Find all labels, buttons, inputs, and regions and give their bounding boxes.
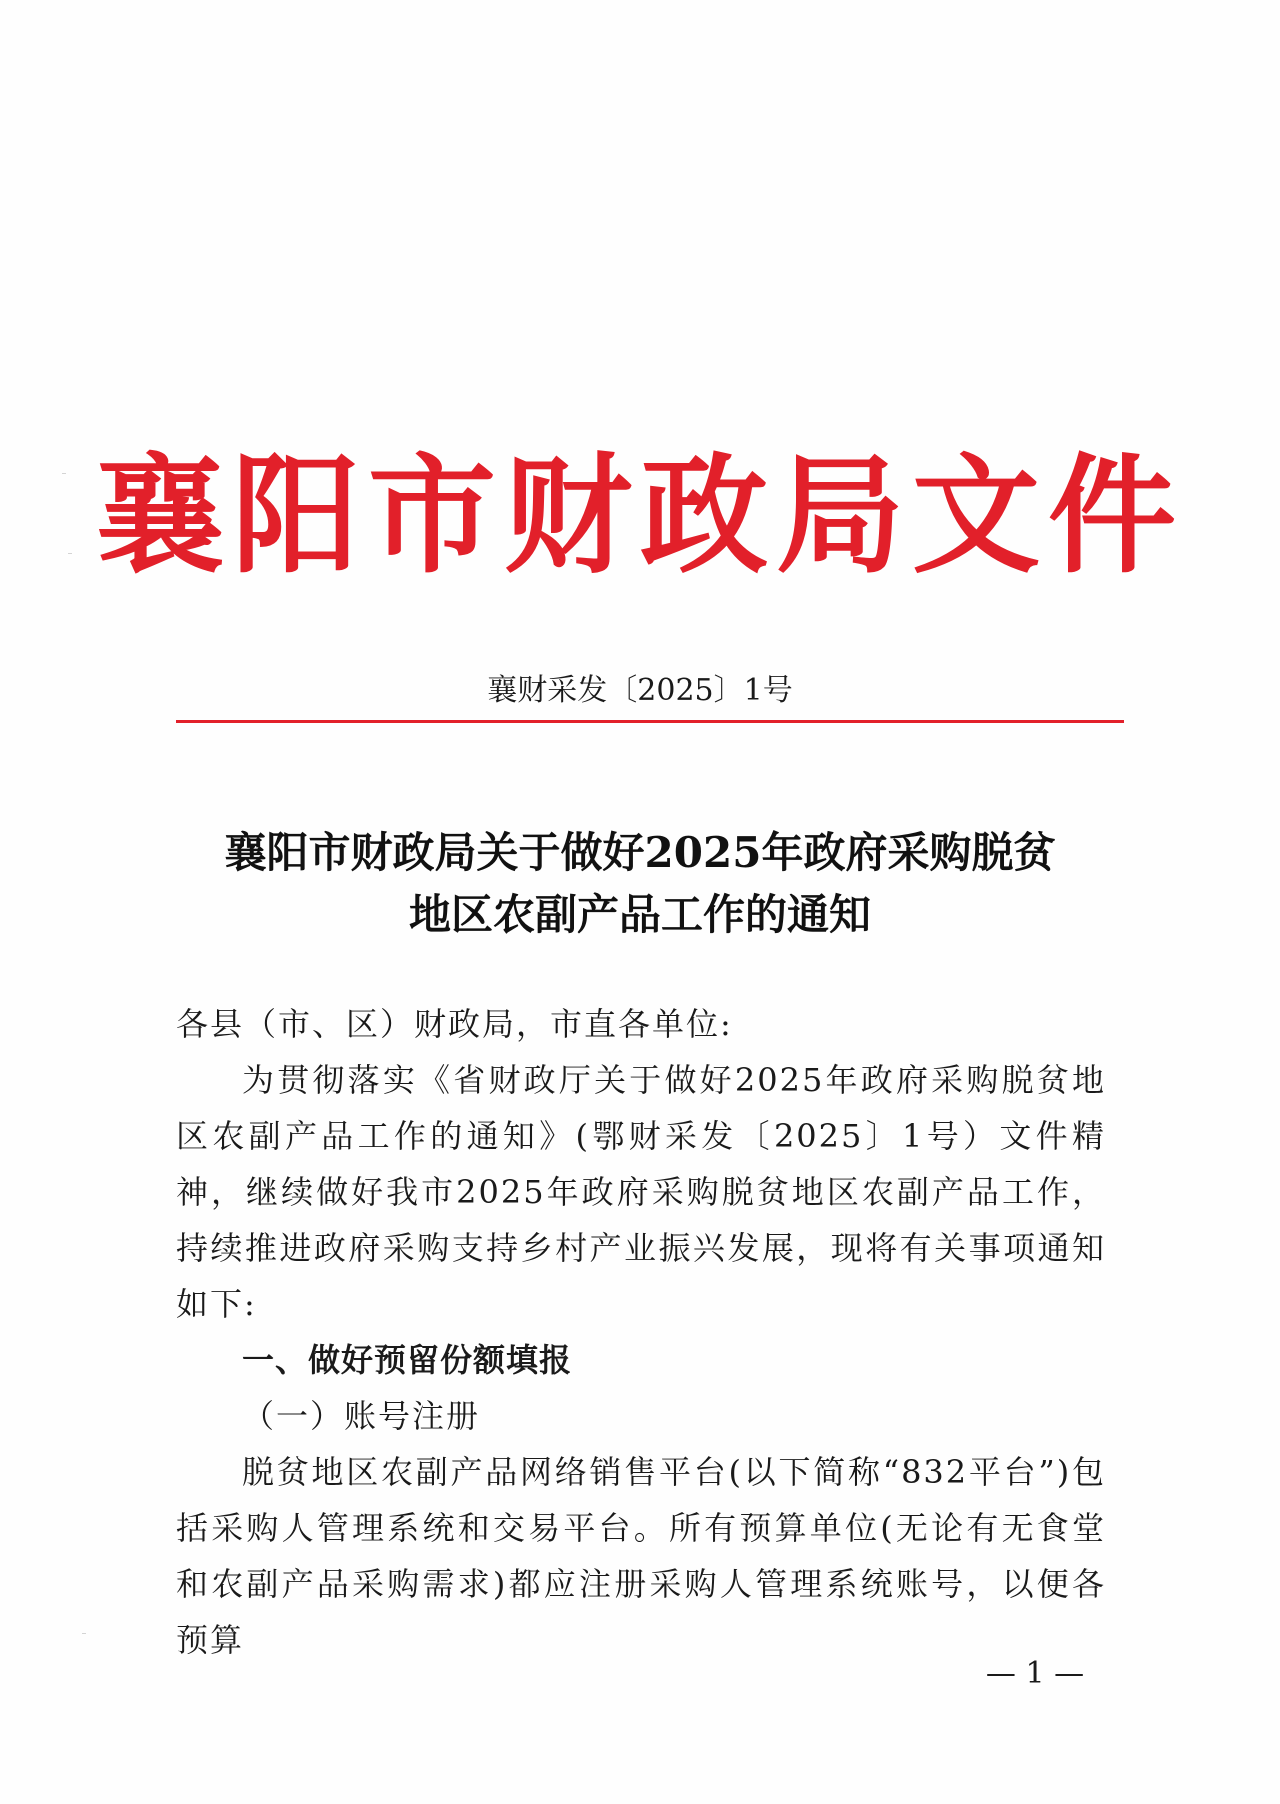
subsection-heading-1: （一）账号注册	[242, 1397, 481, 1435]
notice-title	[0, 822, 1280, 946]
notice-title-line-2: 地区农副产品工作的通知	[408, 890, 871, 939]
notice-title-line-1: 襄阳市财政局关于做好2025年政府采购脱贫	[224, 828, 1056, 877]
scan-speck	[68, 553, 72, 554]
page-number: — 1 —	[985, 1656, 1085, 1691]
salutation: 各县（市、区）财政局，市直各单位:	[176, 1005, 733, 1043]
paragraph-registration: 脱贫地区农副产品网络销售平台(以下简称“832平台”)包括采购人管理系统和交易平台。所有预算单位(无论有无食堂和农副产品采购需求)都应注册采购人管理系统账号，以便各预算	[176, 1453, 1106, 1659]
document-number: 襄财采发〔2025〕1号	[487, 673, 793, 708]
body-text	[176, 996, 1106, 1668]
red-separator-line	[176, 720, 1124, 723]
scan-speck	[62, 473, 66, 474]
section-heading-1: 一、做好预留份额填报	[242, 1341, 573, 1379]
paragraph-intro: 为贯彻落实《省财政厅关于做好2025年政府采购脱贫地区农副产品工作的通知》(鄂财采发〔2025〕1号）文件精神，继续做好我市2025年政府采购脱贫地区农副产品工作，持续推进政府采购支持乡村产业振兴发展，现将有关事项通知如下:	[176, 1061, 1106, 1323]
masthead-title: 襄阳市财政局文件	[95, 441, 1184, 591]
scan-speck	[82, 1633, 86, 1634]
